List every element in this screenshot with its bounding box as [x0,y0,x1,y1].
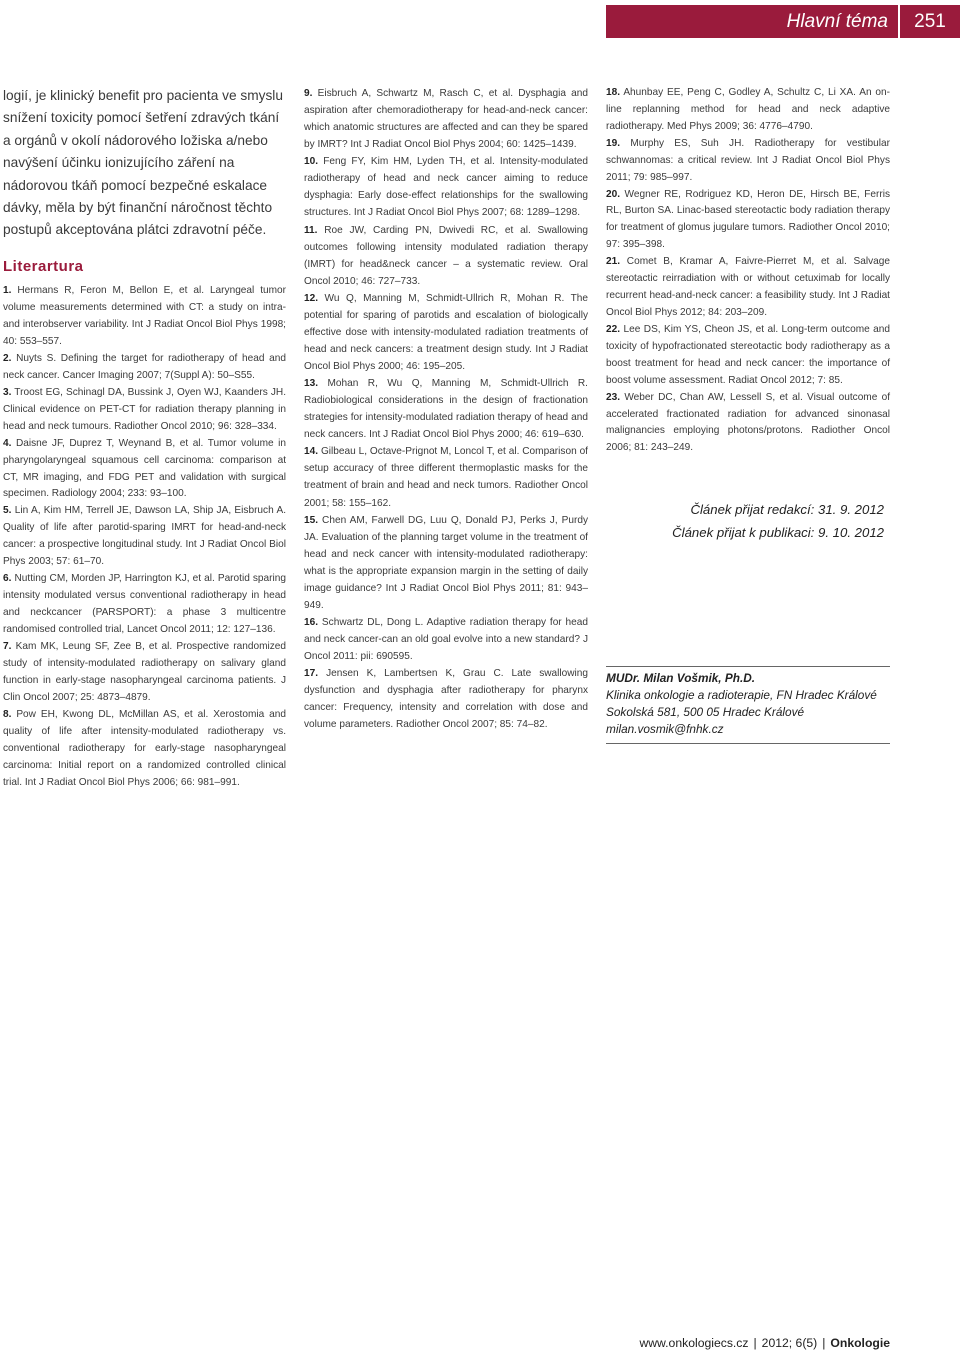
reference-list [3,283,286,792]
reference-text: Pow EH, Kwong DL, McMillan AS, et al. Xerostomia and quality of life after intensity-modulated radiotherapy vs. conventional radiotherapy for early-stage nasopharyngeal carcinoma: Initial report on a randomized controlled clinical trial. Int J Radiat Oncol Biol Phys 2006; 66: 981–991. [3,709,286,788]
reference-number: 21. [606,256,621,268]
reference-text: Murphy ES, Suh JH. Radiotherapy for vestibular schwannomas: a critical review. Int J Radiat Oncol Biol Phys 2011; 79: 985–997. [606,137,890,183]
reference-text: Lin A, Kim HM, Terrell JE, Dawson LA, Ship JA, Eisbruch A. Quality of life after parotid-sparing IMRT for head-and-neck cancer: a prospective longitudinal study. Int J Radiat Oncol Biol Phys 2003; 57: 61–70. [3,505,286,568]
reference-item [3,283,286,351]
reference-item [3,436,286,504]
reference-text: Comet B, Kramar A, Faivre-Pierret M, et al. Salvage stereotactic reirradiation with or without cetuximab for locally recurrent head-and-neck cancer: a feasibility study. Int J Radiat Oncol Biol Phys 2012; 84: 203–209. [606,256,890,318]
footer-journal: Onkologie [830,1336,890,1350]
column-middle [304,85,588,733]
reference-item [3,571,286,639]
accepted-date: Článek přijat k publikaci: 9. 10. 2012 [672,525,884,541]
reference-text: Ahunbay EE, Peng C, Godley A, Schultz C, Li XA. An on-line replanning method for head and neck adaptive radiotherapy. Med Phys 2009; 36: 4776–4790. [606,87,890,132]
reference-number: 15. [304,514,319,526]
reference-item [304,290,588,375]
received-date: Článek přijat redakcí: 31. 9. 2012 [690,502,884,518]
author-block [606,666,890,744]
page-number: 251 [900,5,960,38]
reference-item [304,222,588,290]
literature-heading: Literartura [3,257,84,275]
reference-item [3,707,286,792]
footer-separator: | [753,1336,757,1350]
reference-number: 3. [3,386,12,398]
footer-separator: | [822,1336,826,1350]
reference-number: 17. [304,668,319,680]
reference-item [606,322,890,390]
page-header [606,5,960,38]
reference-text: Chen AM, Farwell DG, Luu Q, Donald PJ, Perks J, Purdy JA. Evaluation of the planning target volume in the treatment of head and neck cancer with intensity-modulated radiotherapy: what is the appropriate expansion margin in the setting of daily image guidance? Int J Radiat Oncol Biol Phys 2011; 81: 943–949. [304,514,589,611]
reference-item [3,385,286,436]
reference-item [3,503,286,571]
reference-item [3,351,286,385]
reference-text: Troost EG, Schinagl DA, Bussink J, Oyen WJ, Kaanders JH. Clinical evidence on PET-CT for radiation therapy planning in head and neck tumours. Radiother Oncol 2010; 96: 328–334. [3,386,286,432]
reference-text: Wu Q, Manning M, Schmidt-Ullrich R, Mohan R. The potential for sparing of parotids and escalation of biologically effective dose with intensity-modulated radiation treatments of head and neck cancers: a treatment design study. Int J Radiat Oncol Biol Phys 2000; 46: 195–205. [304,292,588,372]
reference-item [606,85,890,136]
reference-text: Wegner RE, Rodriguez KD, Heron DE, Hirsch BE, Ferris RL, Burton SA. Linac-based stereotactic body radiation therapy for treatment of glomus jugulare tumors. Radiother Oncol 2010; 97: 395–398. [606,188,890,251]
reference-number: 18. [606,87,621,98]
reference-text: Roe JW, Carding PN, Dwivedi RC, et al. Swallowing outcomes following intensity modulated radiation therapy (IMRT) for head&neck cancer – a systematic review. Oral Oncol 2010; 46: 727–733. [304,224,588,287]
reference-number: 16. [304,616,319,628]
reference-list [304,85,588,733]
author-name: MUDr. Milan Vošmik, Ph.D. [606,671,756,685]
reference-number: 11. [304,224,318,236]
author-institution: Klinika onkologie a radioterapie, FN Hradec Králové [606,688,877,702]
reference-item [3,639,286,707]
author-address: Sokolská 581, 500 05 Hradec Králové [606,705,805,719]
reference-text: Eisbruch A, Schwartz M, Rasch C, et al. Dysphagia and aspiration after chemoradiotherapy for head-and-neck cancer: which anatomic structures are affected and can they be spared by IMRT? Int J Radiat Oncol Biol Phys 2004; 60: 1425–1439. [304,88,588,151]
reference-number: 20. [606,188,621,200]
reference-item [606,187,890,255]
author-email[interactable]: milan.vosmik@fnhk.cz [606,722,724,736]
reference-number: 2. [3,352,12,364]
footer-website[interactable]: www.onkologiecs.cz [639,1336,749,1350]
reference-number: 22. [606,323,621,335]
reference-number: 1. [3,284,12,296]
reference-text: Gilbeau L, Octave-Prignot M, Loncol T, et al. Comparison of setup accuracy of three different thermoplastic masks for the treatment of brain and head and neck tumors. Radiother Oncol 2001; 58: 155–162. [304,446,588,509]
reference-text: Weber DC, Chan AW, Lessell S, et al. Visual outcome of accelerated fractionated radiation for advanced sinonasal malignancies employing photons/protons. Radiother Oncol 2006; 81: 243–249. [606,391,890,454]
reference-text: Daisne JF, Duprez T, Weynand B, et al. Tumor volume in pharyngolaryngeal squamous cell carcinoma: comparison at CT, MR imaging, and FDG PET and validation with surgical specimen. Radiology 2004; 233: 93–100. [3,437,286,500]
reference-item [304,614,588,665]
reference-number: 13. [304,378,319,390]
reference-item [304,512,588,614]
intro-paragraph: logií, je klinický benefit pro pacienta ve smyslu snížení toxicity pomocí šetření zdravých tkání a orgánů v okolí nádorového ložiska a/nebo navýšení účinku ionizujícího záření na nádorovou tkáň pomocí bezpečné eskalace dávky, měla by být finanční náročnost těchto postupů akceptována plátci zdravotní péče. [3,88,283,238]
reference-text: Feng FY, Kim HM, Lyden TH, et al. Intensity-modulated radiotherapy of head and neck cancer aiming to reduce dysphagia: Early dose-effect relationships for the swallowing structures. Int J Radiat Oncol Biol Phys 2007; 68: 1289–1298. [304,156,588,219]
reference-number: 10. [304,156,319,168]
article-dates [606,498,890,544]
reference-number: 19. [606,137,621,149]
reference-text: Lee DS, Kim YS, Cheon JS, et al. Long-term outcome and toxicity of hypofractionated stereotactic body radiotherapy as a boost treatment for head and neck cancer: the importance of boost volume assessment. Radiat Oncol 2012; 7: 85. [606,323,890,386]
section-title: Hlavní téma [606,5,898,38]
reference-text: Kam MK, Leung SF, Zee B, et al. Prospective randomized study of intensity-modulated radiotherapy on salivary gland function in early-stage nasopharyngeal carcinoma patients. J Clin Oncol 2007; 25: 4873–4879. [3,641,287,704]
reference-item [304,153,588,221]
reference-number: 5. [3,505,12,517]
reference-text: Jensen K, Lambertsen K, Grau C. Late swallowing dysfunction and dysphagia after radiotherapy for pharynx cancer: Frequency, intensity and correlation with dose and volume parameters. Radiother Oncol 2007; 85: 74–82. [304,668,588,731]
reference-text: Nutting CM, Morden JP, Harrington KJ, et al. Parotid sparing intensity modulated versus conventional radiotherapy in head and neckcancer (PARSPORT): a phase 3 multicentre randomised controlled trial, Lancet Oncol 2011; 12: 127–136. [3,573,286,636]
reference-item [304,443,588,511]
reference-item [304,85,588,153]
reference-item [304,665,588,733]
reference-item [606,254,890,322]
reference-item [606,136,890,187]
reference-number: 4. [3,437,12,449]
reference-number: 12. [304,292,319,304]
reference-text: Hermans R, Feron M, Bellon E, et al. Laryngeal tumor volume measurements determined with CT: a study on intra- and interobserver variability. Int J Radiat Oncol Biol Phys 1998; 40: 553–557. [3,284,286,347]
reference-number: 14. [304,446,319,458]
reference-text: Nuyts S. Defining the target for radiotherapy of head and neck cancer. Cancer Imaging 2007; 7(Suppl A): 50–S55. [3,352,287,381]
footer-issue: 2012; 6(5) [761,1336,818,1350]
column-right [606,85,890,544]
reference-number: 9. [304,88,313,99]
reference-number: 23. [606,391,621,403]
reference-number: 8. [3,709,12,721]
reference-number: 7. [3,641,12,653]
reference-number: 6. [3,573,12,585]
reference-text: Schwartz DL, Dong L. Adaptive radiation therapy for head and neck cancer-can an old goal evolve into a new standard? J Oncol 2011: pii: 690595. [304,616,588,663]
reference-list [606,85,890,457]
reference-item [606,390,890,458]
reference-text: Mohan R, Wu Q, Manning M, Schmidt-Ullrich R. Radiobiological considerations in the design of fractionation strategies for intensity-modulated radiation therapy of head and neck cancers. Int J Radiat Oncol Biol Phys 2000; 46: 619–630. [304,378,588,441]
reference-item [304,375,588,443]
column-left [3,85,286,792]
page-footer [606,1336,890,1350]
